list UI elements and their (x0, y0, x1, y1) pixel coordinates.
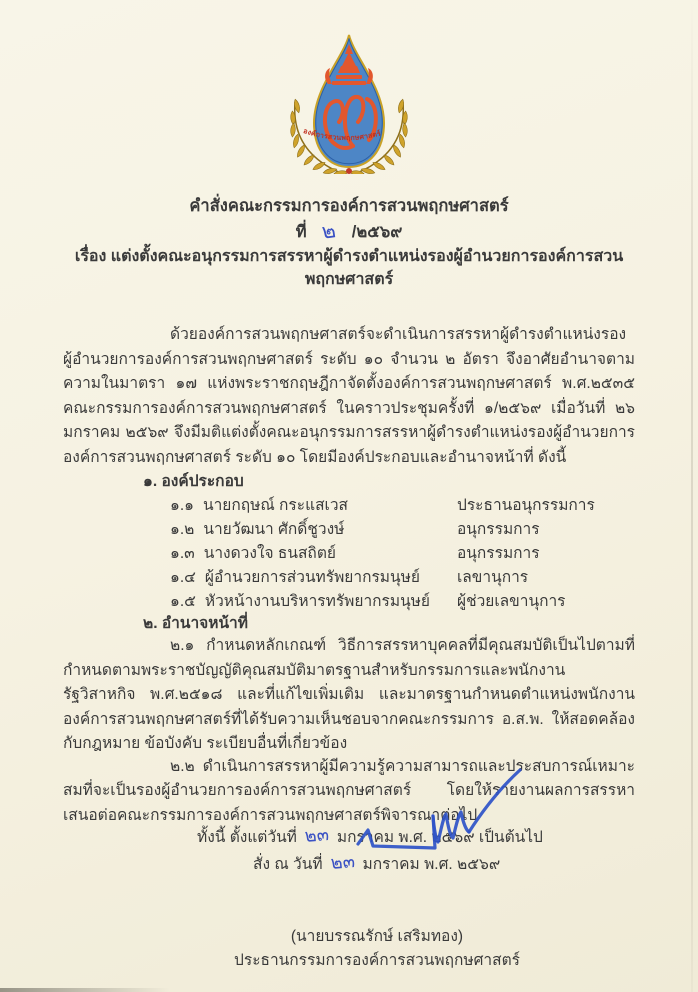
member-name: นายวัฒนา ศักดิ์ชูวงษ์ (203, 521, 345, 538)
clause-2-1: ๒.๑ กำหนดหลักเกณฑ์ วิธีการสรรหาบุคคลที่มีคุณสมบัติเป็นไปตามที่กำหนดตามพระราชบัญญัติคุณสมบัติมาตรฐานสำหรับกรรมการและพนักงานรัฐวิสาหกิจ พ.ศ.๒๕๑๘ และที่แก้ไขเพิ่มเติม และมาตรฐานกำหนดตำแหน่งพนักงานองค์การสวนพฤกษศาสตร์ที่ได้รับความเห็นชอบจากคณะกรรมการ อ.ส.พ. ให้สอดคล้องกับกฎหมาย ข้อบังคับ ระเบียบอื่นที่เกี่ยวข้อง (63, 637, 635, 752)
handwritten-issued-day: ๒๓ (329, 850, 356, 874)
member-row (63, 494, 635, 518)
org-emblem-logo (283, 32, 415, 174)
member-row (63, 518, 635, 542)
signature-scribble (338, 766, 538, 856)
signer-name: (นายบรรณรักษ์ เสริมทอง) (290, 928, 464, 945)
effective-suffix: มกราคม พ.ศ. ๒๕๖๙ เป็นต้นไป (336, 829, 543, 846)
member-number: ๑.๑ (170, 497, 194, 514)
composition-list (63, 494, 635, 614)
member-name: นางดวงใจ ธนสถิตย์ (203, 545, 336, 562)
member-row (63, 590, 635, 614)
handwritten-order-number: ๒ (320, 217, 338, 244)
member-name: นายกฤษณ์ กระแสเวส (202, 497, 348, 514)
member-name: ผู้อำนวยการส่วนทรัพยากรมนุษย์ (204, 569, 420, 586)
member-role: อนุกรรมการ (457, 545, 540, 562)
member-number: ๑.๓ (170, 545, 195, 562)
issued-prefix: สั่ง ณ วันที่ (253, 855, 323, 873)
preamble-paragraph: ด้วยองค์การสวนพฤกษศาสตร์จะดำเนินการสรรหาผู้ดำรงตำแหน่งรองผู้อำนวยการองค์การสวนพฤกษศาสตร์ ระดับ ๑๐ จำนวน ๒ อัตรา จึงอาศัยอำนาจตามความในมาตรา ๑๗ แห่งพระราชกฤษฎีกาจัดตั้งองค์การสวนพฤกษศาสตร์ พ.ศ.๒๕๓๕ คณะกรรมการองค์การสวนพฤกษศาสตร์ ในคราวประชุมครั้งที่ ๑/๒๕๖๙ เมื่อวันที่ ๒๖ มกราคม ๒๕๖๙ จึงมีมติแต่งตั้งคณะอนุกรรมการสรรหาผู้ดำรงตำแหน่งรองผู้อำนวยการองค์การสวนพฤกษศาสตร์ ระดับ ๑๐ โดยมีองค์ประกอบและอำนาจหน้าที่ ดังนี้ (63, 326, 635, 466)
order-number-prefix: ที่ (295, 223, 307, 241)
section-2-header: ๒. อำนาจหน้าที่ (143, 615, 248, 632)
order-number-year: /๒๕๖๙ (351, 223, 403, 241)
member-role: ผู้ช่วยเลขานุการ (457, 593, 566, 610)
logo-tie-dot (346, 168, 352, 174)
member-number: ๑.๒ (170, 521, 195, 538)
order-number-line (63, 217, 635, 244)
effective-prefix: ทั้งนี้ ตั้งแต่วันที่ (197, 829, 297, 846)
scan-edge-bottom (0, 988, 170, 992)
scan-edge-right (691, 0, 693, 992)
order-subject: เรื่อง แต่งตั้งคณะอนุกรรมการสรรหาผู้ดำรงตำแหน่งรองผู้อำนวยการองค์การสวนพฤกษศาสตร์ (74, 248, 624, 288)
clause-2-2: ๒.๒ ดำเนินการสรรหาผู้มีความรู้ความสามารถและประสบการณ์เหมาะสมที่จะเป็นรองผู้อำนวยการองค์การสวนพฤกษศาสตร์ โดยให้รายงานผลการสรรหาเสนอต่อคณะกรรมการองค์การสวนพฤกษศาสตร์พิจารณาต่อไป (63, 757, 635, 824)
member-role: เลขานุการ (457, 569, 529, 586)
member-role: ประธานอนุกรรมการ (457, 497, 595, 514)
member-number: ๑.๕ (170, 593, 196, 610)
signer-position: ประธานกรรมการองค์การสวนพฤกษศาสตร์ (234, 952, 520, 969)
section-1-header: ๑. องค์ประกอบ (143, 473, 244, 490)
member-row (63, 542, 635, 566)
issued-suffix: มกราคม พ.ศ. ๒๕๖๙ (362, 855, 501, 873)
member-number: ๑.๔ (170, 569, 196, 586)
order-title: คำสั่งคณะกรรมการองค์การสวนพฤกษศาสตร์ (189, 197, 509, 215)
member-row (63, 566, 635, 590)
member-role: อนุกรรมการ (457, 521, 540, 538)
member-name: หัวหน้างานบริหารทรัพยากรมนุษย์ (204, 593, 430, 610)
logo-arc-text: องค์การสวนพฤกษศาสตร์ (302, 127, 382, 143)
handwritten-effective-day: ๒๓ (303, 823, 330, 848)
